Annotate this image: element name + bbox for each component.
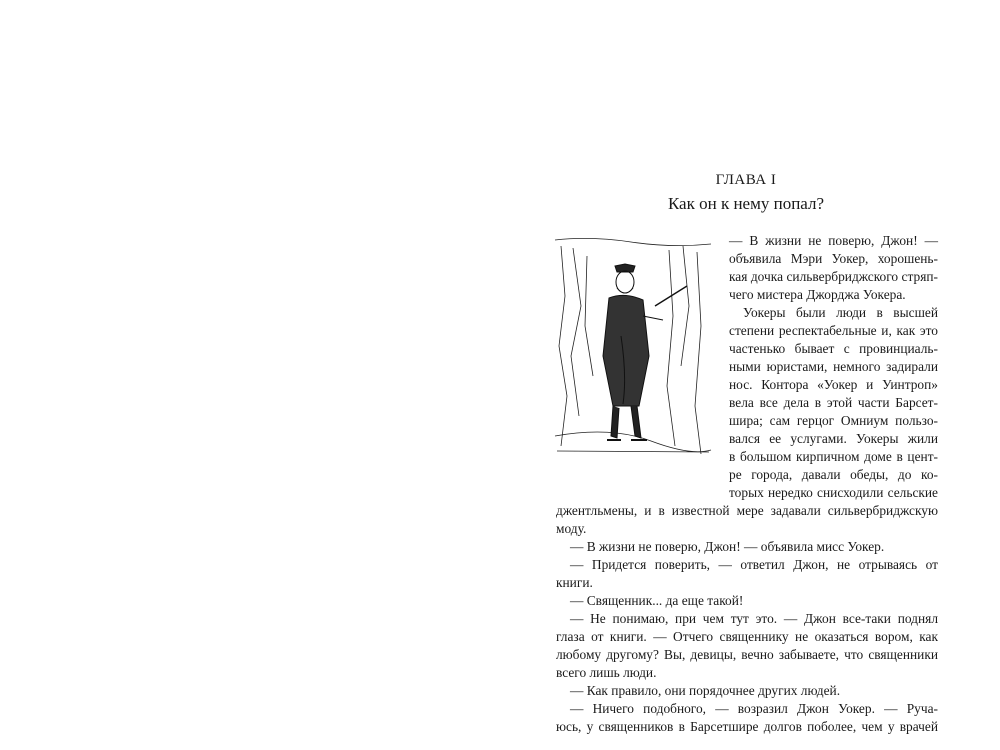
text-line: — В жизни не поверю, Джон! — xyxy=(729,233,938,248)
text-line: ре города, давали обеды, до ко- xyxy=(729,467,938,482)
text-line: — Придется поверить, — ответил Джон, не отрываясь от xyxy=(570,557,938,572)
text-line: — Священник... да еще такой! xyxy=(570,593,744,608)
text-line: ными юристами, немного задирали xyxy=(729,359,938,374)
text-line: любому другому? Вы, девицы, вечно забываете, что священники xyxy=(556,647,938,662)
text-line: в большом кирпичном доме в цент- xyxy=(729,449,938,464)
text-line: степени респектабельные и, как это xyxy=(729,323,938,338)
text-line: объявила Мэри Уокер, хорошень- xyxy=(729,251,938,266)
text-line: кая дочка сильвербриджского стряп- xyxy=(729,269,938,284)
chapter-title: Как он к нему попал? xyxy=(667,194,825,213)
text-line: книги. xyxy=(556,575,593,590)
text-line: — Как правило, они порядочнее других людей. xyxy=(570,683,841,698)
engraving-illustration-icon xyxy=(551,236,714,458)
text-line: шира; сам герцог Омниум пользо- xyxy=(729,413,938,428)
text-line: — В жизни не поверю, Джон! — объявила мисс Уокер. xyxy=(570,539,885,554)
chapter-label: ГЛАВА I xyxy=(715,172,777,188)
text-line: нос. Контора «Уокер и Уинтроп» xyxy=(729,377,938,392)
text-line: вела все дела в этой части Барсет- xyxy=(729,395,938,410)
text-line: торых нередко снисходили сельские xyxy=(729,485,938,500)
text-line: — Ничего подобного, — возразил Джон Уокер. — Руча- xyxy=(570,701,938,716)
text-line: джентльмены, и в известной мере задавали сильвербриджскую xyxy=(556,503,938,518)
text-line: всего лишь люди. xyxy=(556,665,657,680)
text-line: Уокеры были люди в высшей xyxy=(743,305,938,320)
text-line: чего мистера Джорджа Уокера. xyxy=(729,287,906,302)
text-line: — Не понимаю, при чем тут это. — Джон все-таки поднял xyxy=(570,611,938,626)
text-line: моду. xyxy=(556,521,587,536)
text-line: глаза от книги. — Отчего священнику не оказаться вором, как xyxy=(556,629,938,644)
text-line: вался ее услугами. Уокеры жили xyxy=(729,431,938,446)
text-line: юсь, у священников в Барсетшире долгов поболее, чем у врачей xyxy=(556,719,938,734)
text-line: частенько бывает с провинциаль- xyxy=(729,341,938,356)
